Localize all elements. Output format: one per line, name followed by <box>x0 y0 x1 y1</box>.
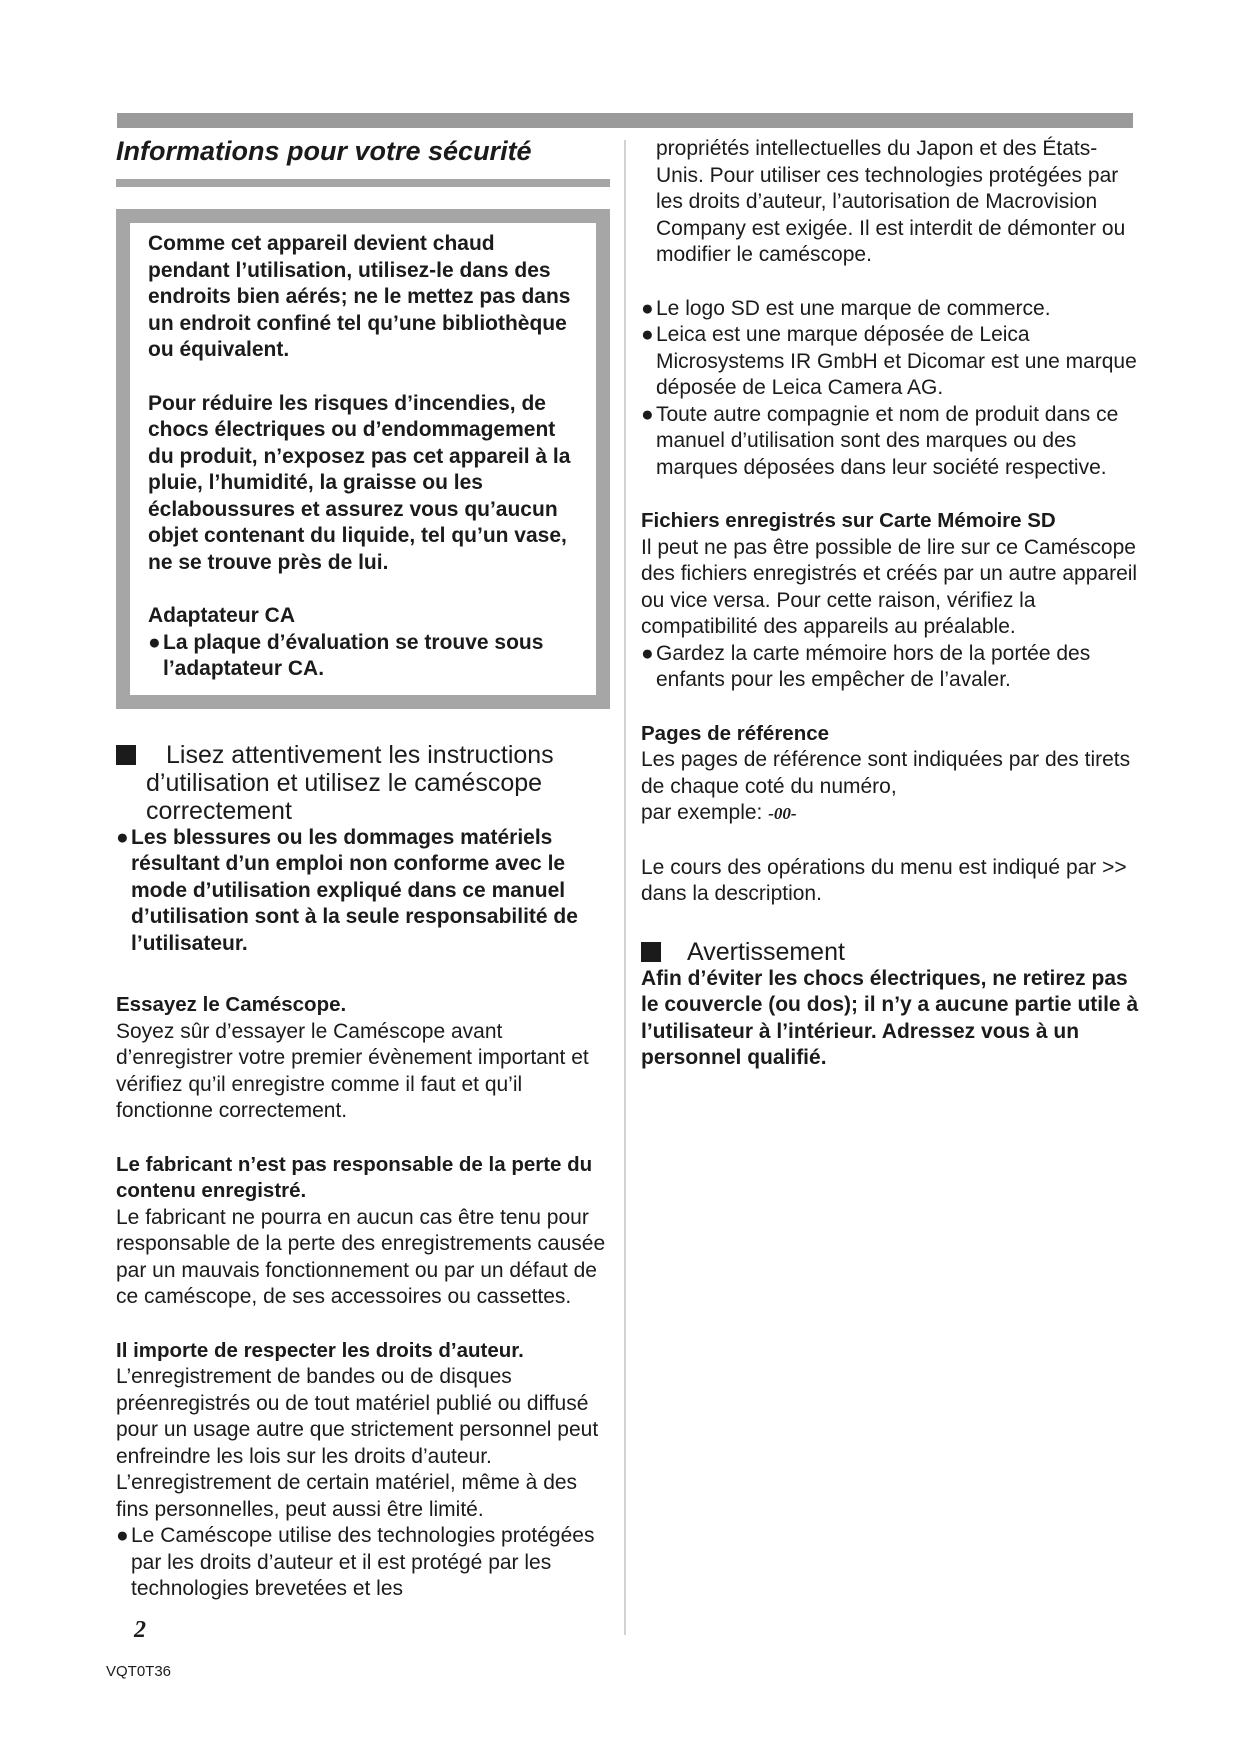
trademark-bullet-sd: ● Le logo SD est une marque de commerce. <box>641 296 1141 323</box>
copyright-heading: Il importe de respecter les droits d’auteur. <box>116 1338 524 1362</box>
document-code: VQT0T36 <box>106 1663 172 1680</box>
title-underline <box>116 179 610 187</box>
bullet-icon: ● <box>116 825 129 849</box>
square-bullet-icon <box>641 942 661 962</box>
section-heading-read: Lisez attentivement les instructions d’utilisation et utilisez le caméscope correctement <box>116 741 610 825</box>
trademark-bullet-leica: ● Leica est une marque déposée de Leica Microsystems IR GmbH et Dicomar est une marque déposée de Leica Camera AG. <box>641 322 1141 402</box>
page-title: Informations pour votre sécurité <box>116 136 532 166</box>
reference-example: par exemple: -00- <box>641 801 797 824</box>
bullet-icon: ● <box>116 1524 129 1547</box>
header-bar <box>117 113 1133 128</box>
page-number: 2 <box>134 1617 146 1643</box>
left-column <box>116 135 610 1603</box>
warning-para-heat: Comme cet appareil devient chaud pendant l’utilisation, utilisez-le dans des endroits bien aérés; ne le mettez pas dans un endroit confiné tel qu’une bibliothèque ou équivalent. <box>148 232 571 361</box>
try-text: Soyez sûr d’essayer le Caméscope avant d’enregistrer votre premier évènement important et vérifiez qu’il enregistre comme il faut et qu’il fonctionne correctement. <box>116 1019 589 1122</box>
sd-heading: Fichiers enregistrés sur Carte Mémoire SD <box>641 509 1056 532</box>
warning-section-heading: Avertissement <box>641 938 1141 966</box>
bullet-icon: ● <box>641 402 654 426</box>
trademark-bullet-other: ● Toute autre compagnie et nom de produit dans ce manuel d’utilisation sont des marques ou des marques déposées dans leur société respective. <box>641 402 1141 482</box>
manufacturer-heading: Le fabricant n’est pas responsable de la perte du contenu enregistré. <box>116 1152 593 1202</box>
try-heading: Essayez le Caméscope. <box>116 993 347 1016</box>
manufacturer-text: Le fabricant ne pourra en aucun cas être tenu pour responsable de la perte des enregistrements causée par un mauvais fonctionnement ou par un défaut de ce caméscope, de ses accessoires ou cassettes. <box>116 1205 606 1308</box>
menu-text: Le cours des opérations du menu est indiqué par >> dans la description. <box>641 855 1127 905</box>
adapter-heading: Adaptateur CA <box>148 604 296 627</box>
column-divider <box>624 140 626 1635</box>
right-column <box>641 136 1141 1072</box>
square-bullet-icon <box>116 745 136 765</box>
adapter-bullet: ● La plaque d’évaluation se trouve sous l’adaptateur CA. <box>148 630 580 683</box>
sd-text: Il peut ne pas être possible de lire sur ce Caméscope des fichiers enregistrés et créés par un autre appareil ou vice versa. Pour cette raison, vérifiez la compatibilité des appareils au préalable. <box>641 535 1138 638</box>
reference-heading: Pages de référence <box>641 721 830 745</box>
warning-box <box>116 209 610 709</box>
bullet-icon: ● <box>641 641 654 665</box>
copyright-continuation: propriétés intellectuelles du Japon et des États-Unis. Pour utiliser ces technologies protégées par les droits d’auteur, l’autorisation de Macrovision Company est exigée. Il est interdit de démonter ou modifier le caméscope. <box>656 137 1126 266</box>
copyright-bullet: ● Le Caméscope utilise des technologies protégées par les droits d’auteur et il est protégé par les technologies brevetées et les <box>116 1523 610 1603</box>
bullet-icon: ● <box>148 630 161 654</box>
bullet-icon: ● <box>641 323 654 346</box>
warning-text: Afin d’éviter les chocs électriques, ne retirez pas le couvercle (ou dos); il n’y a aucune partie utile à l’utilisateur à l’intérieur. Adressez vous à un personnel qualifié. <box>641 966 1139 1069</box>
bullet-icon: ● <box>641 296 654 320</box>
reference-text: Les pages de référence sont indiquées par des tirets de chaque coté du numéro, <box>641 748 1131 798</box>
copyright-text: L’enregistrement de bandes ou de disques préenregistrés ou de tout matériel publié ou diffusé pour un usage autre que strictement personnel peut enfreindre les lois sur les droits d’auteur. L’enregistrement de certain matériel, même à des fins personnelles, peut aussi être limité. <box>116 1365 599 1521</box>
warning-para-fire: Pour réduire les risques d’incendies, de chocs électriques ou d’endommagement du produit, n’exposez pas cet appareil à la pluie, l’humidité, la graisse ou les éclaboussures et assurez vous qu’aucun objet contenant du liquide, tel qu’un vase, ne se trouve près de lui. <box>148 391 571 574</box>
sd-bullet: ● Gardez la carte mémoire hors de la portée des enfants pour les empêcher de l’avaler. <box>641 641 1141 694</box>
liability-bullet: ● Les blessures ou les dommages matériels résultant d’un emploi non conforme avec le mode d’utilisation expliqué dans ce manuel d’utilisation sont à la seule responsabilité de l’utilisateur. <box>116 825 610 958</box>
